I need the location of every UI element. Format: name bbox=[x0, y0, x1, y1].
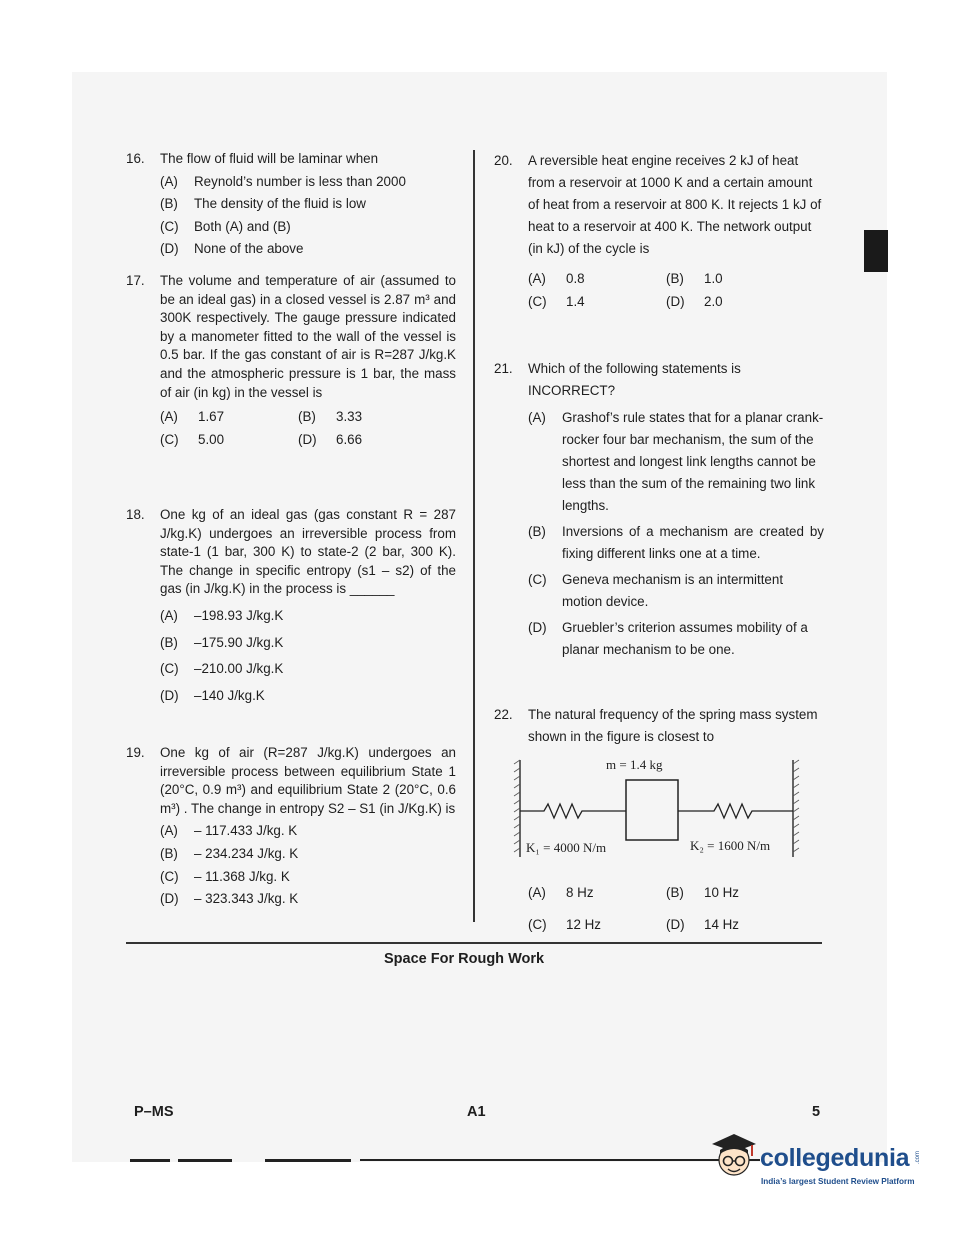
option-d: (D) Gruebler’s criterion assumes mobility of a planar mechanism to be one. bbox=[528, 620, 808, 657]
spring-k1 bbox=[520, 804, 626, 818]
question-17 bbox=[126, 272, 456, 449]
right-wall bbox=[793, 760, 799, 857]
option-b: (B) The density of the fluid is low bbox=[160, 196, 366, 212]
question-19 bbox=[126, 744, 456, 909]
option-d: (D) –140 J/kg.K bbox=[160, 687, 265, 703]
logo-domain-suffix: .com bbox=[915, 1151, 921, 1165]
question-text: A reversible heat engine receives 2 kJ of heat from a reservoir at 1000 K and a certain amount of heat from a reservoir at 800 K. It rejects 1 kJ of heat to a reservoir at 400 K. The network output (in kJ) of the cycle is bbox=[528, 153, 822, 256]
option-c: (C) –210.00 J/kg.K bbox=[160, 661, 284, 677]
option-d: (D) 6.66 bbox=[298, 431, 363, 447]
k2-label: K₂ = 1600 N/m bbox=[690, 838, 771, 853]
option-c: (C) 5.00 bbox=[160, 431, 225, 447]
question-text: Which of the following statements is INCORRECT? bbox=[528, 361, 741, 398]
question-number: 16. bbox=[126, 151, 145, 166]
footer-rule bbox=[360, 1159, 760, 1161]
spring-mass-figure bbox=[510, 752, 810, 862]
question-number: 21. bbox=[494, 361, 513, 376]
question-number: 22. bbox=[494, 707, 513, 722]
mass-block bbox=[626, 780, 678, 840]
logo-mascot-icon bbox=[708, 1130, 760, 1182]
rough-work-label: Space For Rough Work bbox=[384, 951, 545, 967]
option-a: (A) –198.93 J/kg.K bbox=[160, 607, 284, 623]
mass-label: m = 1.4 kg bbox=[606, 757, 663, 772]
option-a: (A) 1.67 bbox=[160, 409, 225, 425]
footer-page-number: 5 bbox=[812, 1104, 821, 1120]
question-text: The natural frequency of the spring mass system shown in the figure is closest to bbox=[528, 707, 818, 744]
footer-paper-code: P–MS bbox=[134, 1104, 174, 1120]
option-c: (C) 1.4 bbox=[528, 293, 585, 309]
option-c: (C) 12 Hz bbox=[528, 916, 601, 932]
option-b: (B) 3.33 bbox=[298, 409, 363, 425]
question-number: 18. bbox=[126, 507, 145, 522]
option-d: (D) 14 Hz bbox=[666, 916, 739, 932]
question-number: 17. bbox=[126, 273, 145, 288]
option-d: (D) None of the above bbox=[160, 241, 304, 257]
question-21 bbox=[494, 358, 824, 661]
option-a: (A) – 117.433 J/kg. K bbox=[160, 823, 298, 839]
question-16 bbox=[126, 150, 456, 259]
option-b: (B) Inversions of a mechanism are created by fixing different links one at a time. bbox=[528, 524, 824, 561]
question-text: The flow of fluid will be laminar when bbox=[160, 151, 379, 166]
k1-label: K₁ = 4000 N/m bbox=[526, 840, 607, 855]
option-a: (A) 0.8 bbox=[528, 271, 585, 286]
option-c: (C) Geneva mechanism is an intermittent motion device. bbox=[528, 572, 784, 609]
logo-tagline: India’s largest Student Review Platform bbox=[761, 1177, 915, 1186]
option-b: (B) 10 Hz bbox=[666, 885, 739, 900]
page-edge-marker bbox=[864, 230, 888, 272]
footer-rule bbox=[265, 1159, 351, 1162]
option-a: (A) 8 Hz bbox=[528, 885, 594, 900]
option-d: (D) – 323.343 J/kg. K bbox=[160, 891, 299, 907]
option-a: (A) Reynold’s number is less than 2000 bbox=[160, 173, 406, 189]
option-c: (C) – 11.368 J/kg. K bbox=[160, 868, 290, 884]
option-b: (B) 1.0 bbox=[666, 271, 723, 286]
question-text: One kg of an ideal gas (gas constant R = 287 J/kg.K) undergoes an irreversible process from state-1 (1 bar, 300 K) to state-2 (2 bar, 300 K). The change in specific entropy (s1 – s2) of the gas (in J/kg.K) in the process is ______ bbox=[160, 507, 456, 597]
option-b: (B) –175.90 J/kg.K bbox=[160, 634, 284, 650]
question-20 bbox=[494, 150, 824, 311]
question-18 bbox=[126, 506, 456, 705]
question-number: 19. bbox=[126, 745, 145, 760]
option-d: (D) 2.0 bbox=[666, 293, 723, 309]
column-divider bbox=[473, 150, 475, 922]
footer-rule bbox=[178, 1159, 232, 1162]
option-b: (B) – 234.234 J/kg. K bbox=[160, 845, 299, 861]
footer-rule bbox=[130, 1159, 170, 1162]
question-22-options bbox=[528, 878, 828, 934]
option-c: (C) Both (A) and (B) bbox=[160, 218, 291, 234]
logo-wordmark: collegedunia bbox=[760, 1144, 910, 1172]
left-wall bbox=[514, 760, 520, 857]
option-a: (A) Grashof’s rule states that for a planar crank-rocker four bar mechanism, the sum of the shortest and longest link lengths cannot be less than the sum of the remaining two link lengths. bbox=[528, 410, 824, 513]
spring-k2 bbox=[678, 804, 793, 818]
question-text: One kg of air (R=287 J/kg.K) undergoes an irreversible process between equilibrium State 1 (20°C, 0.9 m³) and equilibrium State 2 (20°C, 0.6 m³) . The change in entropy S2 – S1 (in J/Kg.K) is bbox=[160, 745, 456, 816]
rough-work-divider bbox=[126, 942, 822, 944]
footer-set-code: A1 bbox=[467, 1104, 486, 1120]
question-text: The volume and temperature of air (assumed to be an ideal gas) in a closed vessel is 2.87 m³ and 300K respectively. The gauge pressure indicated by a manometer fitted to the wall of the vessel is 0.5 bar. If the gas constant of air is R=287 J/kg.K and the atmospheric pressure is 1 bar, the mass of air (in kg) in the vessel is bbox=[160, 273, 456, 400]
question-22 bbox=[494, 704, 824, 748]
question-number: 20. bbox=[494, 153, 513, 168]
